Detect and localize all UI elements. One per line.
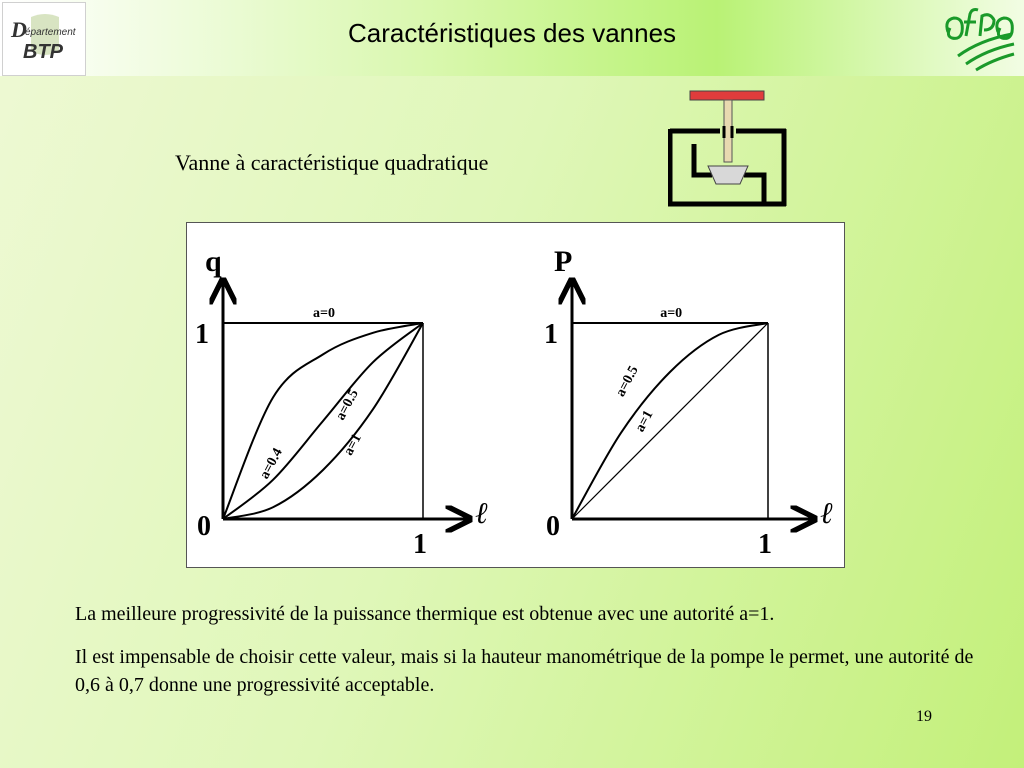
y-axis-label: P [554,245,573,278]
x-tick-label: 1 [413,529,427,560]
paragraph-2: Il est impensable de choisir cette valeur, mais si la hauteur manométrique de la pompe le permet, une autorité de 0,6 à 0,7 donne une progressivité acceptable. [75,646,974,696]
x-tick-label: 0 [546,511,560,542]
y-axis-label: q [205,245,222,278]
series-label: a=0.5 [613,363,642,400]
x-axis-label: ℓ [820,497,833,530]
logo-word: épartement [25,27,76,38]
series-label: a=1 [341,431,365,459]
chart-flow [195,245,488,560]
valve-diagram-icon [668,88,788,208]
series-label: a=0.5 [333,387,362,423]
slide-header [0,0,1024,76]
series-line-a-1 [572,323,768,519]
characteristic-charts [186,222,845,568]
page-number: 19 [916,708,932,725]
slide-title: Caractéristiques des vannes [347,18,677,48]
series-label: a=0 [660,306,683,321]
series-line-a-0-5 [223,323,423,519]
x-tick-label: 1 [758,529,772,560]
afpa-logo [940,6,1018,72]
series-label: a=0 [313,306,335,321]
charts-canvas [187,223,844,567]
series-label: a=0.4 [257,445,286,482]
logo-letter: D [11,17,27,42]
logo-abbr: BTP [23,41,63,63]
y-tick-label: 1 [544,319,558,350]
paragraph-1: La meilleure progressivité de la puissance thermique est obtenue avec une autorité a=1. [75,603,775,625]
slide-subtitle: Vanne à caractéristique quadratique [175,150,489,175]
y-tick-label: 1 [195,319,209,350]
x-axis-label: ℓ [475,497,488,530]
series-label: a=1 [632,408,657,435]
x-tick-label: 0 [197,511,211,542]
chart-power [544,245,833,560]
